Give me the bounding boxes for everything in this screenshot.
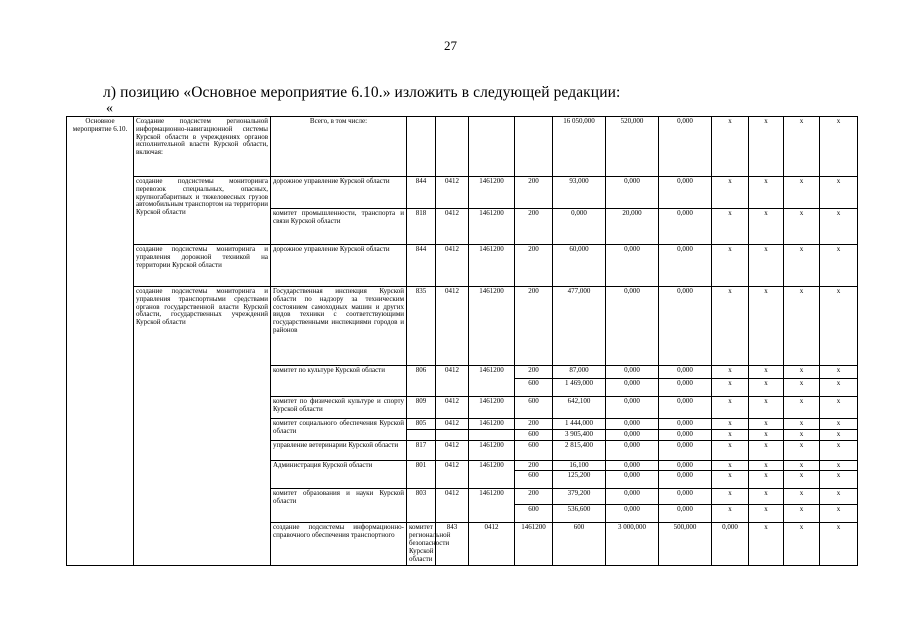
- x-mark-cell: х: [784, 397, 820, 419]
- csr-cell: 1461200: [469, 460, 515, 489]
- subsystem-description: создание подсистемы информационно-справочного обеспечения транспортного: [271, 523, 407, 565]
- budget-table: [66, 116, 858, 566]
- vr-cell: 200: [515, 177, 553, 209]
- x-mark-cell: х: [749, 505, 784, 523]
- executor-cell: комитет по физической культуре и спорту Курской области: [271, 397, 407, 419]
- grbs-cell: [407, 117, 436, 177]
- rz-cell: 0412: [436, 419, 469, 430]
- value-cell: 3 905,400: [553, 429, 606, 440]
- rz-cell: 0412: [436, 489, 469, 523]
- rz-cell: 0412: [436, 397, 469, 419]
- value-cell: 0,000: [606, 489, 659, 505]
- vr-cell: 600: [553, 523, 606, 565]
- x-mark-cell: х: [712, 489, 749, 505]
- rz-cell: 0412: [436, 177, 469, 209]
- x-mark-cell: х: [784, 117, 820, 177]
- value-cell: 379,200: [553, 489, 606, 505]
- x-mark-cell: х: [820, 366, 858, 379]
- value-cell: 0,000: [659, 489, 712, 505]
- table-row: [67, 287, 858, 366]
- executor-cell: комитет региональной безопасности Курской области: [407, 523, 436, 565]
- csr-cell: [469, 429, 515, 440]
- value-cell: 0,000: [553, 209, 606, 245]
- row-description: Создание подсистем региональной информационно-навигационной системы Курской области в учреждениях органов исполнительной власти Курской области, включая:: [134, 117, 271, 177]
- executor-cell: дорожное управление Курской области: [271, 245, 407, 287]
- grbs-cell: 805: [407, 419, 436, 430]
- x-mark-cell: х: [749, 379, 784, 397]
- vr-cell: 200: [515, 209, 553, 245]
- grbs-cell: 843: [436, 523, 469, 565]
- value-cell: 0,000: [659, 209, 712, 245]
- x-mark-cell: х: [712, 419, 749, 430]
- x-mark-cell: х: [784, 523, 820, 565]
- value-cell: 0,000: [659, 366, 712, 379]
- vr-cell: 200: [515, 366, 553, 379]
- x-mark-cell: х: [749, 287, 784, 366]
- x-mark-cell: х: [749, 523, 784, 565]
- value-cell: 0,000: [606, 505, 659, 523]
- x-mark-cell: х: [820, 440, 858, 460]
- rz-cell: 0412: [469, 523, 515, 565]
- rz-cell: 0412: [436, 460, 469, 489]
- subsystem-description: создание подсистемы мониторинга перевозок специальных, опасных, крупногабаритных и тяжеловесных грузов автомобильным транспортом на территории Курской области: [134, 177, 271, 245]
- value-cell: 16,100: [553, 460, 606, 471]
- executor-cell: Администрация Курской области: [271, 460, 407, 489]
- value-cell: 500,000: [659, 523, 712, 565]
- value-cell: 0,000: [659, 379, 712, 397]
- value-cell: 0,000: [659, 419, 712, 430]
- value-cell: 20,000: [606, 209, 659, 245]
- grbs-cell: 817: [407, 440, 436, 460]
- x-mark-cell: х: [712, 429, 749, 440]
- grbs-cell: 844: [407, 245, 436, 287]
- x-mark-cell: х: [749, 209, 784, 245]
- x-mark-cell: х: [820, 489, 858, 505]
- x-mark-cell: х: [712, 366, 749, 379]
- subsystem-description: создание подсистемы мониторинга и управления транспортными средствами органов государственной власти Курской области, государственных учреждений Курской области: [134, 287, 271, 566]
- x-mark-cell: х: [712, 117, 749, 177]
- x-mark-cell: х: [749, 440, 784, 460]
- value-cell: 0,000: [659, 505, 712, 523]
- table-row-total: [67, 117, 858, 177]
- value-cell: 3 000,000: [606, 523, 659, 565]
- executor-cell: комитет промышленности, транспорта и связи Курской области: [271, 209, 407, 245]
- x-mark-cell: х: [712, 397, 749, 419]
- opening-quote-mark: «: [106, 101, 113, 116]
- vr-cell: 200: [515, 460, 553, 471]
- value-cell: 477,000: [553, 287, 606, 366]
- value-cell: 520,000: [606, 117, 659, 177]
- executor-cell: Государственная инспекция Курской области по надзору за техническим состоянием самоходных машин и других видов техники с соответствующими государственными инспекциями городов и районов: [271, 287, 407, 366]
- vr-cell: 600: [515, 440, 553, 460]
- x-mark-cell: х: [749, 177, 784, 209]
- x-mark-cell: х: [784, 287, 820, 366]
- value-cell: 642,100: [553, 397, 606, 419]
- x-mark-cell: х: [820, 117, 858, 177]
- csr-cell: [469, 117, 515, 177]
- x-mark-cell: х: [712, 471, 749, 489]
- csr-cell: 1461200: [469, 287, 515, 366]
- grbs-cell: 818: [407, 209, 436, 245]
- x-mark-cell: х: [749, 245, 784, 287]
- value-cell: 0,000: [606, 397, 659, 419]
- grbs-cell: 835: [407, 287, 436, 366]
- grbs-cell: 806: [407, 366, 436, 397]
- x-mark-cell: х: [784, 177, 820, 209]
- grbs-cell: 803: [407, 489, 436, 523]
- executor-cell: управление ветеринарии Курской области: [271, 440, 407, 460]
- x-mark-cell: х: [749, 397, 784, 419]
- x-mark-cell: х: [749, 489, 784, 505]
- x-mark-cell: х: [712, 460, 749, 471]
- value-cell: 0,000: [659, 471, 712, 489]
- value-cell: 0,000: [659, 397, 712, 419]
- x-mark-cell: х: [820, 209, 858, 245]
- vr-cell: 600: [515, 379, 553, 397]
- rz-cell: 0412: [436, 440, 469, 460]
- x-mark-cell: х: [712, 440, 749, 460]
- x-mark-cell: х: [820, 177, 858, 209]
- x-mark-cell: х: [749, 366, 784, 379]
- rz-cell: [436, 429, 469, 440]
- grbs-cell: 809: [407, 397, 436, 419]
- value-cell: 0,000: [659, 117, 712, 177]
- x-mark-cell: х: [749, 117, 784, 177]
- x-mark-cell: х: [820, 245, 858, 287]
- executor-cell: Всего, в том числе:: [271, 117, 407, 177]
- value-cell: 125,200: [553, 471, 606, 489]
- vr-cell: [515, 117, 553, 177]
- x-mark-cell: х: [784, 505, 820, 523]
- x-mark-cell: х: [820, 471, 858, 489]
- x-mark-cell: х: [820, 419, 858, 430]
- rz-cell: 0412: [436, 209, 469, 245]
- vr-cell: 200: [515, 245, 553, 287]
- csr-cell: 1461200: [469, 397, 515, 419]
- value-cell: 0,000: [606, 419, 659, 430]
- value-cell: 0,000: [712, 523, 749, 565]
- value-cell: 536,600: [553, 505, 606, 523]
- rz-cell: 0412: [436, 287, 469, 366]
- x-mark-cell: х: [712, 379, 749, 397]
- x-mark-cell: х: [820, 523, 858, 565]
- vr-cell: 600: [515, 397, 553, 419]
- x-mark-cell: х: [784, 489, 820, 505]
- x-mark-cell: х: [784, 419, 820, 430]
- value-cell: 1 469,000: [553, 379, 606, 397]
- csr-cell: 1461200: [469, 245, 515, 287]
- x-mark-cell: х: [749, 429, 784, 440]
- table-row: [67, 177, 858, 209]
- page-number: 27: [444, 38, 457, 53]
- vr-cell: 200: [515, 287, 553, 366]
- value-cell: 0,000: [606, 471, 659, 489]
- executor-cell: комитет по культуре Курской области: [271, 366, 407, 397]
- vr-cell: 200: [515, 489, 553, 505]
- executor-cell: дорожное управление Курской области: [271, 177, 407, 209]
- vr-cell: 600: [515, 429, 553, 440]
- vr-cell: 600: [515, 505, 553, 523]
- value-cell: 1 444,000: [553, 419, 606, 430]
- x-mark-cell: х: [820, 460, 858, 471]
- value-cell: 0,000: [659, 460, 712, 471]
- csr-cell: 1461200: [469, 440, 515, 460]
- x-mark-cell: х: [784, 379, 820, 397]
- x-mark-cell: х: [784, 471, 820, 489]
- value-cell: 0,000: [606, 379, 659, 397]
- x-mark-cell: х: [784, 460, 820, 471]
- amendment-heading: л) позицию «Основное мероприятие 6.10.» изложить в следующей редакции:: [103, 84, 621, 101]
- rz-cell: 0412: [436, 245, 469, 287]
- value-cell: 0,000: [659, 177, 712, 209]
- x-mark-cell: х: [749, 460, 784, 471]
- rz-cell: 0412: [436, 366, 469, 397]
- value-cell: 0,000: [659, 287, 712, 366]
- value-cell: 0,000: [606, 429, 659, 440]
- value-cell: 16 050,000: [553, 117, 606, 177]
- value-cell: 0,000: [606, 245, 659, 287]
- x-mark-cell: х: [784, 429, 820, 440]
- executor-cell: комитет социального обеспечения Курской области: [271, 419, 407, 441]
- subsystem-description: создание подсистемы мониторинга и управления дорожной техникой на территории Курской области: [134, 245, 271, 287]
- vr-cell: 600: [515, 471, 553, 489]
- value-cell: 0,000: [606, 366, 659, 379]
- main-event-cell: Основное мероприятие 6.10.: [67, 117, 134, 566]
- csr-cell: 1461200: [469, 366, 515, 397]
- x-mark-cell: х: [784, 366, 820, 379]
- x-mark-cell: х: [784, 245, 820, 287]
- value-cell: 0,000: [659, 245, 712, 287]
- value-cell: 0,000: [606, 287, 659, 366]
- vr-cell: 200: [515, 419, 553, 430]
- x-mark-cell: х: [712, 177, 749, 209]
- x-mark-cell: х: [820, 429, 858, 440]
- x-mark-cell: х: [749, 471, 784, 489]
- executor-cell: комитет образования и науки Курской области: [271, 489, 407, 523]
- x-mark-cell: х: [820, 505, 858, 523]
- value-cell: 87,000: [553, 366, 606, 379]
- value-cell: 0,000: [606, 177, 659, 209]
- value-cell: 0,000: [659, 440, 712, 460]
- grbs-cell: [407, 429, 436, 440]
- x-mark-cell: х: [749, 419, 784, 430]
- grbs-cell: 801: [407, 460, 436, 489]
- x-mark-cell: х: [712, 287, 749, 366]
- value-cell: 60,000: [553, 245, 606, 287]
- x-mark-cell: х: [784, 209, 820, 245]
- x-mark-cell: х: [820, 379, 858, 397]
- csr-cell: 1461200: [469, 419, 515, 430]
- value-cell: 0,000: [606, 460, 659, 471]
- csr-cell: 1461200: [469, 489, 515, 523]
- csr-cell: 1461200: [469, 209, 515, 245]
- x-mark-cell: х: [712, 505, 749, 523]
- value-cell: 2 815,400: [553, 440, 606, 460]
- table-row: [67, 245, 858, 287]
- value-cell: 93,000: [553, 177, 606, 209]
- grbs-cell: 844: [407, 177, 436, 209]
- x-mark-cell: х: [712, 245, 749, 287]
- value-cell: 0,000: [606, 440, 659, 460]
- x-mark-cell: х: [820, 397, 858, 419]
- csr-cell: 1461200: [469, 177, 515, 209]
- x-mark-cell: х: [784, 440, 820, 460]
- x-mark-cell: х: [820, 287, 858, 366]
- value-cell: 0,000: [659, 429, 712, 440]
- x-mark-cell: х: [712, 209, 749, 245]
- csr-cell: 1461200: [515, 523, 553, 565]
- rz-cell: [436, 117, 469, 177]
